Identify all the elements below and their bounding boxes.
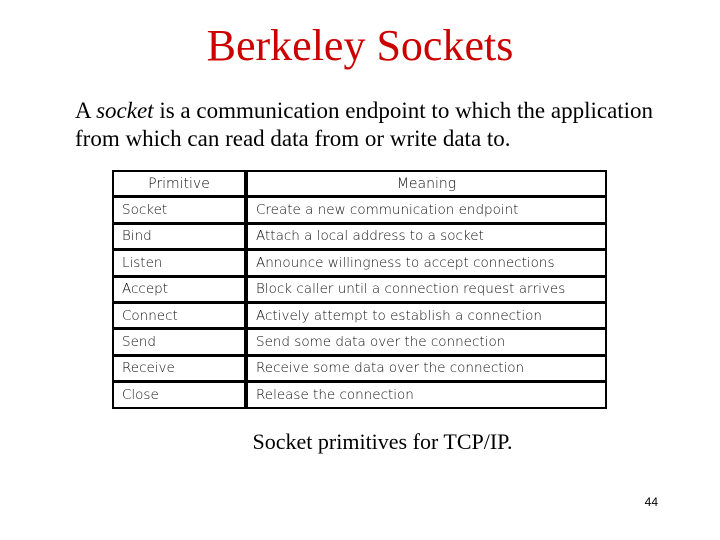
meaning-cell: Release the connection [248, 383, 605, 406]
meaning-cell: Attach a local address to a socket [248, 225, 605, 248]
primitive-cell: Accept [114, 278, 244, 301]
intro-term: socket [96, 98, 154, 123]
primitive-cell: Send [114, 330, 244, 353]
intro-prefix: A [75, 98, 97, 123]
socket-primitives-table [112, 170, 607, 409]
slide-title: Berkeley Sockets [206, 21, 514, 70]
intro-paragraph [75, 97, 695, 153]
intro-suffix: is a communication endpoint to which the application from which can read data from or write data to. [75, 98, 654, 151]
primitive-cell: Close [114, 383, 244, 406]
table-caption: Socket primitives for TCP/IP. [252, 429, 513, 454]
meaning-cell: Announce willingness to accept connections [248, 251, 605, 274]
primitive-cell: Receive [114, 357, 244, 380]
meaning-cell: Send some data over the connection [248, 330, 605, 353]
header-meaning: Meaning [248, 172, 605, 195]
meaning-cell: Create a new communication endpoint [248, 198, 605, 221]
header-primitive: Primitive [114, 172, 244, 195]
primitive-cell: Connect [114, 304, 244, 327]
meaning-cell: Receive some data over the connection [248, 357, 605, 380]
meaning-cell: Block caller until a connection request arrives [248, 278, 605, 301]
primitive-cell: Bind [114, 225, 244, 248]
page-number: 44 [644, 495, 658, 509]
primitive-cell: Listen [114, 251, 244, 274]
meaning-cell: Actively attempt to establish a connection [248, 304, 605, 327]
primitive-cell: Socket [114, 198, 244, 221]
